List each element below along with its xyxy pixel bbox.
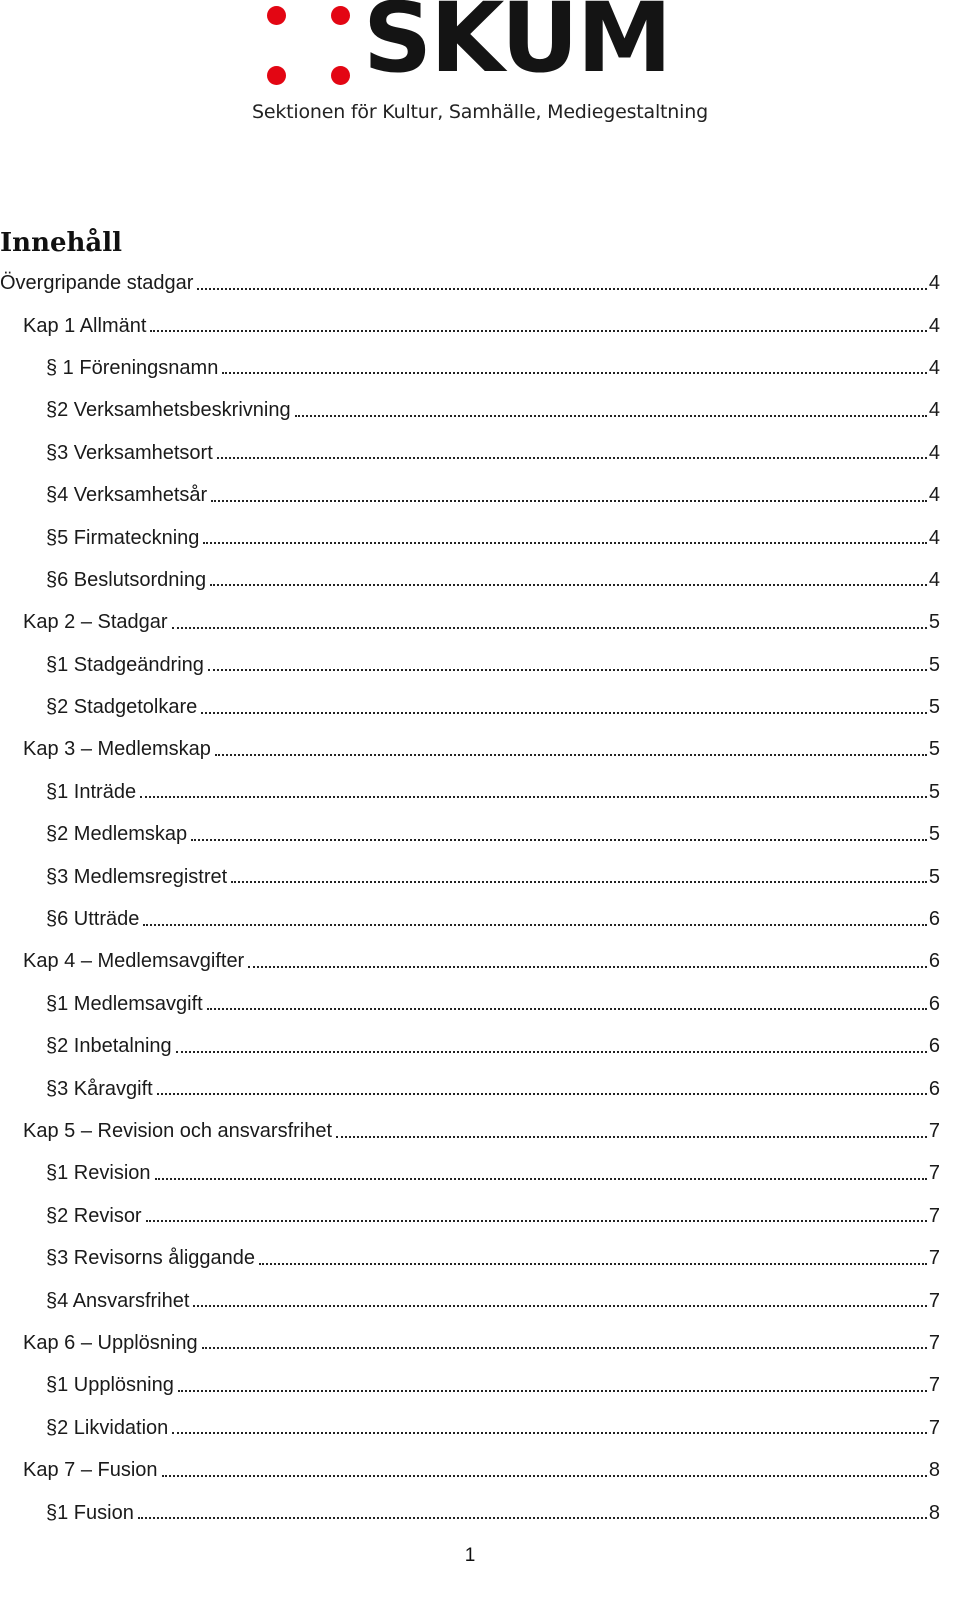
logo-dot [331, 6, 350, 25]
toc-entry-label: §3 Medlemsregistret [46, 865, 228, 888]
dot-leader [172, 1431, 927, 1434]
dot-leader [157, 1092, 927, 1095]
toc-entry[interactable] [0, 728, 940, 770]
toc-entry-page: 4 [928, 272, 940, 295]
dot-leader [231, 880, 927, 883]
toc-entry-page: 7 [928, 1331, 940, 1354]
toc-entry-page: 6 [928, 1035, 940, 1058]
toc-entry[interactable] [0, 474, 940, 516]
dot-leader [178, 1389, 927, 1392]
toc-entry-label: § 1 Föreningsnamn [46, 356, 219, 379]
toc-entry[interactable] [0, 432, 940, 474]
toc-entry[interactable] [0, 1195, 940, 1237]
toc-entry[interactable] [0, 1110, 940, 1152]
toc-entry-page: 6 [928, 992, 940, 1015]
toc-entry-page: 7 [928, 1162, 940, 1185]
toc-entry-page: 4 [928, 484, 940, 507]
toc-entry-label: §2 Revisor [46, 1204, 142, 1227]
toc-entry[interactable] [0, 1279, 940, 1321]
dot-leader [215, 753, 927, 756]
toc-entry-page: 4 [928, 314, 940, 337]
toc-entry[interactable] [0, 771, 940, 813]
toc-title: Innehåll [0, 228, 123, 258]
toc-entry[interactable] [0, 1025, 940, 1067]
dot-leader [138, 1516, 927, 1519]
toc-entry-label: §1 Inträde [46, 780, 137, 803]
toc-entry[interactable] [0, 1364, 940, 1406]
dot-leader [211, 499, 927, 502]
toc-entry-page: 7 [928, 1247, 940, 1270]
dot-leader [155, 1177, 927, 1180]
toc-entry[interactable] [0, 347, 940, 389]
dot-leader [162, 1474, 927, 1477]
toc-entry-page: 6 [928, 1077, 940, 1100]
toc-entry-label: §2 Medlemskap [46, 823, 188, 846]
toc-entry[interactable] [0, 559, 940, 601]
toc-entry[interactable] [0, 855, 940, 897]
dot-leader [146, 1219, 927, 1222]
toc-entry-page: 5 [928, 653, 940, 676]
dot-leader [295, 414, 927, 417]
toc-entry[interactable] [0, 1322, 940, 1364]
toc-entry-label: §1 Fusion [46, 1501, 134, 1524]
toc-entry[interactable] [0, 389, 940, 431]
dot-leader [208, 668, 927, 671]
toc-entry[interactable] [0, 304, 940, 346]
table-of-contents [0, 262, 940, 1534]
toc-entry-label: §4 Verksamhetsår [46, 484, 208, 507]
toc-entry-page: 5 [928, 865, 940, 888]
toc-entry[interactable] [0, 1449, 940, 1491]
toc-entry-page: 7 [928, 1120, 940, 1142]
logo-wordmark: SKUM [363, 0, 671, 94]
toc-entry-page: 7 [928, 1374, 940, 1397]
toc-entry[interactable] [0, 898, 940, 940]
logo-dot [267, 6, 286, 25]
toc-entry-label: §6 Beslutsordning [46, 568, 207, 591]
toc-entry-label: Kap 3 – Medlemskap [23, 738, 211, 761]
dot-leader [191, 838, 927, 841]
dot-leader [202, 1346, 927, 1349]
toc-entry-label: §2 Verksamhetsbeskrivning [46, 399, 291, 422]
toc-entry[interactable] [0, 940, 940, 982]
toc-entry-label: Kap 1 Allmänt [23, 314, 147, 337]
toc-entry-label: §2 Stadgetolkare [46, 696, 198, 719]
toc-entry-label: Övergripande stadgar [0, 272, 194, 295]
toc-entry[interactable] [0, 983, 940, 1025]
dot-leader [201, 711, 927, 714]
toc-entry-page: 4 [928, 399, 940, 422]
dot-leader [193, 1304, 926, 1307]
toc-entry-page: 5 [928, 823, 940, 846]
toc-entry-page: 5 [928, 738, 940, 761]
dot-leader [143, 923, 926, 926]
toc-entry-page: 8 [928, 1501, 940, 1524]
logo-dot [331, 66, 350, 85]
toc-entry[interactable] [0, 644, 940, 686]
toc-entry-page: 6 [928, 950, 940, 973]
toc-entry-label: §3 Kåravgift [46, 1077, 153, 1100]
toc-entry-label: §3 Revisorns åliggande [46, 1247, 256, 1270]
toc-entry-label: §1 Stadgeändring [46, 653, 204, 676]
toc-entry-page: 5 [928, 780, 940, 803]
toc-entry[interactable] [0, 1152, 940, 1194]
toc-entry-label: §2 Likvidation [46, 1416, 169, 1439]
toc-entry[interactable] [0, 1491, 940, 1533]
toc-entry-label: §1 Revision [46, 1162, 151, 1185]
toc-entry-page: 4 [928, 526, 940, 549]
toc-entry[interactable] [0, 262, 940, 304]
toc-entry-page: 8 [928, 1459, 940, 1482]
toc-entry-page: 5 [928, 611, 940, 634]
toc-entry[interactable] [0, 1067, 940, 1109]
dot-leader [140, 795, 927, 798]
toc-entry-label: §4 Ansvarsfrihet [46, 1289, 190, 1312]
toc-entry[interactable] [0, 601, 940, 643]
dot-leader [203, 541, 926, 544]
dot-leader [172, 626, 927, 629]
toc-entry-page: 6 [928, 908, 940, 931]
toc-entry-page: 7 [928, 1416, 940, 1439]
toc-entry-page: 7 [928, 1204, 940, 1227]
toc-entry-page: 5 [928, 696, 940, 719]
toc-entry-page: 4 [928, 441, 940, 464]
dot-leader [259, 1262, 927, 1265]
dot-leader [210, 583, 927, 586]
toc-entry-label: Kap 6 – Upplösning [23, 1331, 198, 1354]
toc-entry-page: 7 [928, 1289, 940, 1312]
skum-logo [252, 0, 708, 130]
dot-leader [222, 371, 927, 374]
toc-entry-label: §3 Verksamhetsort [46, 441, 213, 464]
logo-tagline: Sektionen för Kultur, Samhälle, Mediegestaltning [252, 101, 708, 123]
dot-leader [207, 1007, 927, 1010]
logo-dot [267, 66, 286, 85]
toc-entry-label: §2 Inbetalning [46, 1035, 172, 1058]
toc-entry[interactable] [0, 813, 940, 855]
dot-leader [150, 329, 926, 332]
dot-leader [248, 965, 927, 968]
toc-entry-page: 4 [928, 356, 940, 379]
toc-entry-label: Kap 2 – Stadgar [23, 611, 168, 634]
toc-entry-label: Kap 7 – Fusion [23, 1459, 158, 1482]
dot-leader [336, 1135, 927, 1138]
dot-leader [217, 456, 927, 459]
toc-entry[interactable] [0, 1407, 940, 1449]
toc-entry-page: 4 [928, 568, 940, 591]
toc-entry-label: §6 Utträde [46, 908, 140, 931]
toc-entry-label: §5 Firmateckning [46, 526, 200, 549]
toc-entry[interactable] [0, 516, 940, 558]
dot-leader [197, 287, 926, 290]
toc-entry-label: §1 Medlemsavgift [46, 992, 203, 1015]
toc-entry[interactable] [0, 1237, 940, 1279]
page-number: 1 [464, 1545, 476, 1566]
toc-entry-label: §1 Upplösning [46, 1374, 174, 1397]
toc-entry-label: Kap 5 – Revision och ansvarsfrihet [23, 1120, 333, 1142]
toc-entry[interactable] [0, 686, 940, 728]
toc-entry-label: Kap 4 – Medlemsavgifter [23, 950, 245, 973]
dot-leader [176, 1050, 927, 1053]
